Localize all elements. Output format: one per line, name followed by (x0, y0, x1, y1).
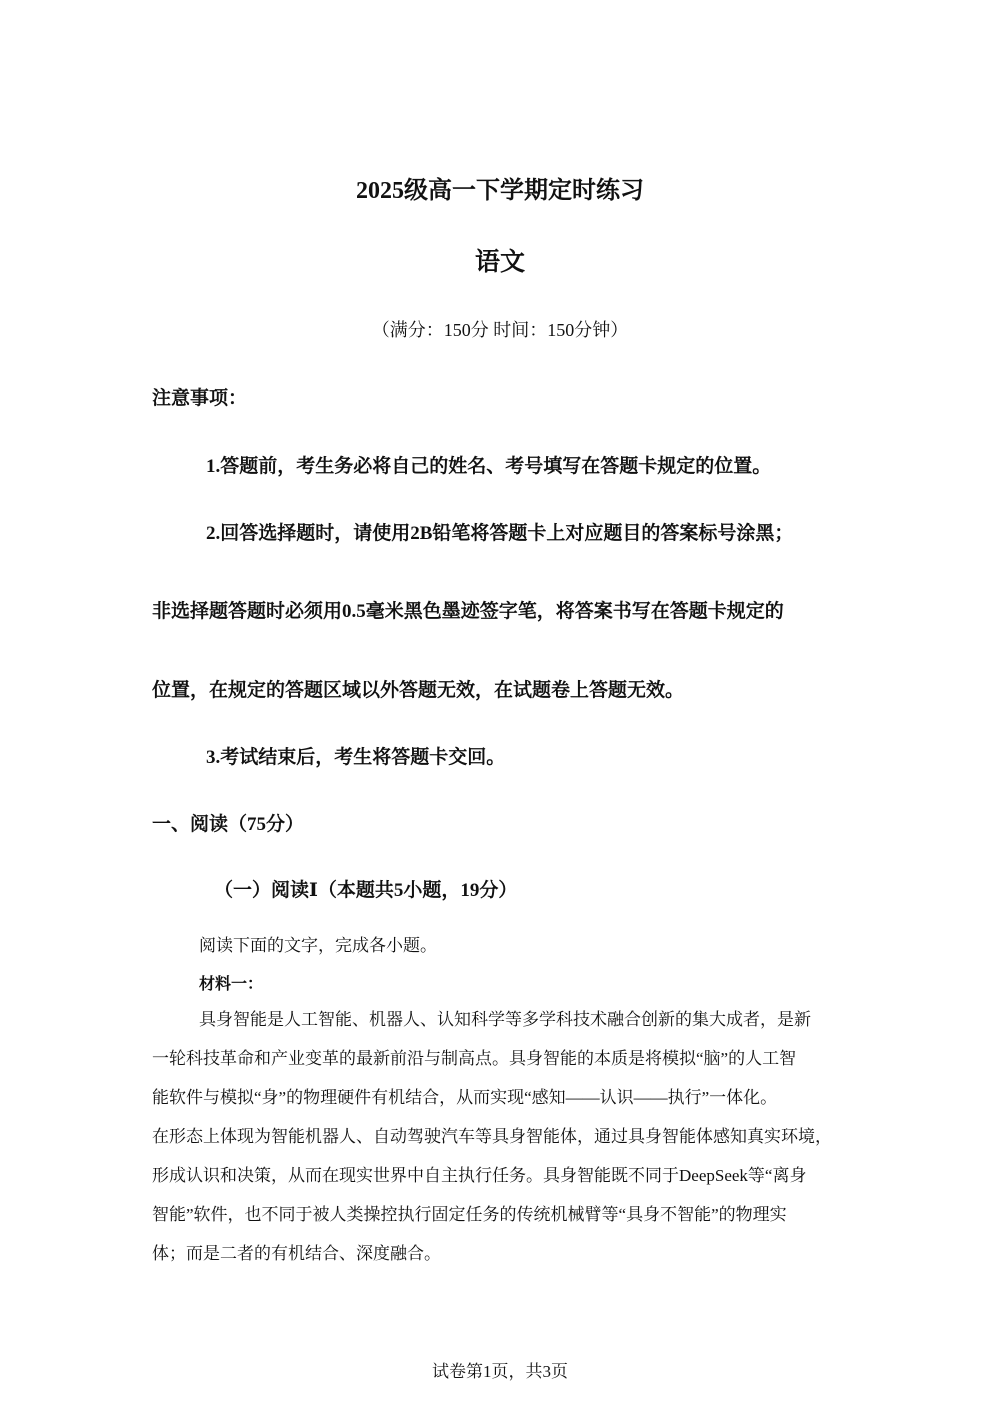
exam-title: 2025级高一下学期定时练习 (356, 178, 644, 204)
notice-item-3: 3.考试结束后，考生将答题卡交回。 (206, 747, 506, 768)
subsection-title: （一）阅读Ⅰ（本题共5小题，19分） (214, 880, 518, 901)
passage-line: 形成认识和决策，从而在现实世界中自主执行任务。具身智能既不同于DeepSeek等“离身 (152, 1166, 807, 1185)
page-footer: 试卷第1页，共3页 (432, 1362, 568, 1381)
score-time-info: （满分：150分 时间：150分钟） (371, 320, 629, 340)
reading-instruction: 阅读下面的文字，完成各小题。 (199, 936, 437, 955)
passage-line: 能软件与模拟“身”的物理硬件有机结合，从而实现“感知——认识——执行”一体化。 (152, 1088, 778, 1107)
notice-item-1: 1.答题前，考生务必将自己的姓名、考号填写在答题卡规定的位置。 (206, 456, 772, 477)
section-title: 一、阅读（75分） (152, 814, 305, 835)
passage-paragraph (152, 1007, 852, 1280)
notice-item-2-line-3: 位置，在规定的答题区域以外答题无效，在试题卷上答题无效。 (152, 680, 685, 701)
passage-line: 一轮科技革命和产业变革的最新前沿与制高点。具身智能的本质是将模拟“脑”的人工智 (152, 1049, 797, 1068)
passage-line: 在形态上体现为智能机器人、自动驾驶汽车等具身智能体，通过具身智能体感知真实环境， (152, 1127, 832, 1146)
notice-item-2-line-1: 2.回答选择题时，请使用2B铅笔将答题卡上对应题目的答案标号涂黑； (206, 523, 794, 544)
subject-title: 语文 (474, 249, 525, 276)
notice-item-2-line-2: 非选择题答题时必须用0.5毫米黑色墨迹签字笔，将答案书写在答题卡规定的 (152, 601, 784, 622)
material-label: 材料一： (199, 976, 264, 993)
passage-line: 智能”软件，也不同于被人类操控执行固定任务的传统机械臂等“具身不智能”的物理实 (152, 1205, 787, 1224)
passage-line: 具身智能是人工智能、机器人、认知科学等多学科技术融合创新的集大成者，是新 (199, 1010, 811, 1029)
notice-heading: 注意事项： (152, 388, 248, 409)
passage-line: 体；而是二者的有机结合、深度融合。 (152, 1244, 441, 1263)
